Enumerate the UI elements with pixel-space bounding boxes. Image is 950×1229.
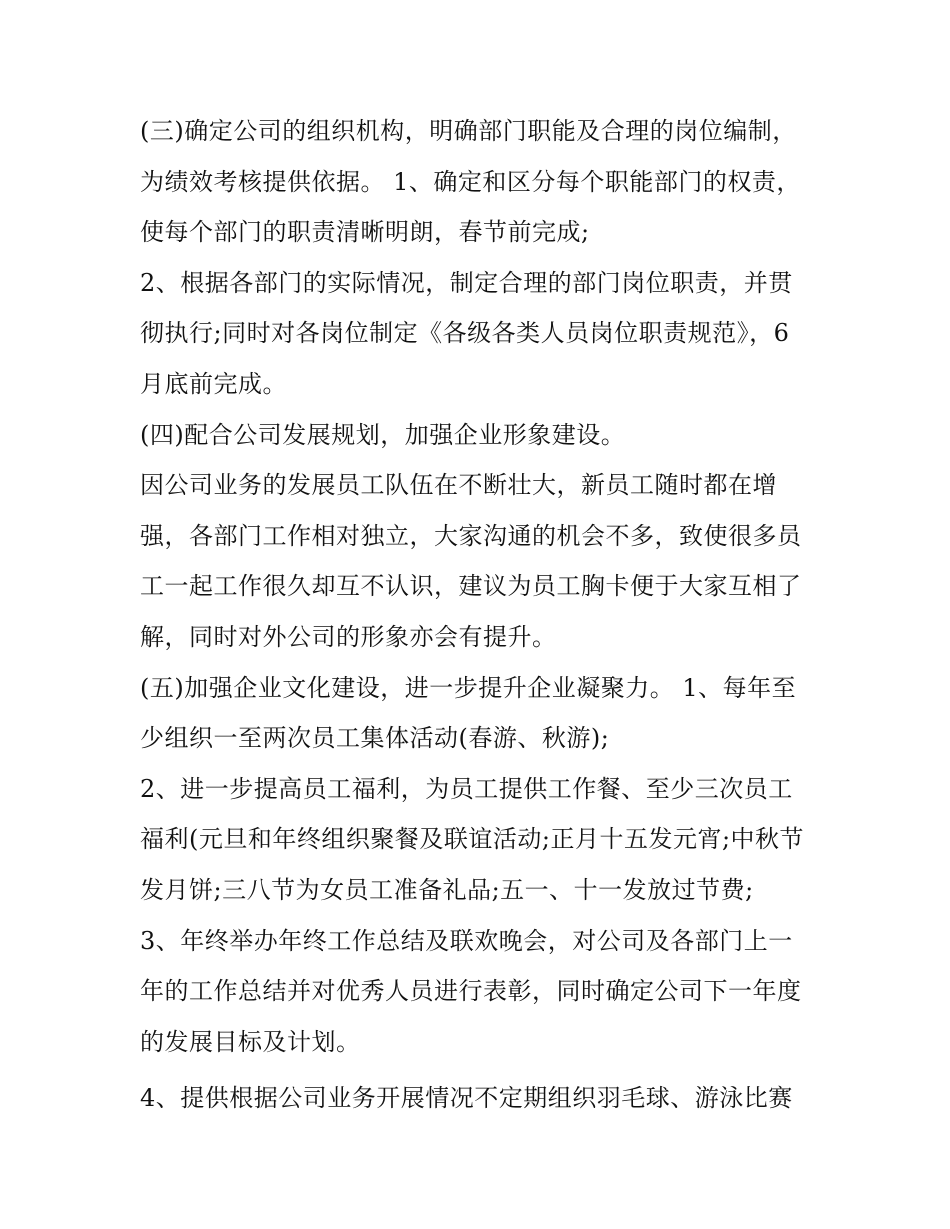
text-line: 3、年终举办年终工作总结及联欢晚会，对公司及各部门上一	[140, 926, 793, 955]
text-line: 为绩效考核提供依据。 1、确定和区分每个职能部门的权责，	[140, 167, 801, 196]
text-line: 4、提供根据公司业务开展情况不定期组织羽毛球、游泳比赛	[140, 1084, 793, 1113]
text-line: 月底前完成。	[140, 369, 287, 398]
text-line: 2、进一步提高员工福利，为员工提供工作餐、至少三次员工	[140, 774, 793, 803]
text-line: (四)配合公司发展规划，加强企业形象建设。	[140, 420, 626, 449]
text-line: 解，同时对外公司的形象亦会有提升。	[140, 622, 557, 651]
text-line: 使每个部门的职责清晰明朗，春节前完成;	[140, 218, 590, 247]
text-line: 工一起工作很久却互不认识，建议为员工胸卡便于大家互相了	[140, 572, 802, 601]
text-line: (五)加强企业文化建设，进一步提升企业凝聚力。 1、每年至	[140, 673, 797, 702]
text-line: 年的工作总结并对优秀人员进行表彰，同时确定公司下一年度	[140, 977, 802, 1006]
text-line: 的发展目标及计划。	[140, 1027, 361, 1056]
text-line: 2、根据各部门的实际情况，制定合理的部门岗位职责，并贯	[140, 268, 793, 297]
text-line: 福利(元旦和年终组织聚餐及联谊活动;正月十五发元宵;中秋节	[140, 825, 805, 854]
text-line: 强，各部门工作相对独立，大家沟通的机会不多，致使很多员	[140, 521, 802, 550]
document-body	[140, 106, 820, 1124]
text-line: 因公司业务的发展员工队伍在不断壮大，新员工随时都在增	[140, 471, 777, 500]
text-line: 发月饼;三八节为女员工准备礼品;五一、十一发放过节费;	[140, 875, 754, 904]
text-line: (三)确定公司的组织机构，明确部门职能及合理的岗位编制，	[140, 117, 797, 145]
text-line: 彻执行;同时对各岗位制定《各级各类人员岗位职责规范》，6	[140, 319, 790, 348]
text-line: 少组织一至两次员工集体活动(春游、秋游);	[140, 724, 610, 753]
